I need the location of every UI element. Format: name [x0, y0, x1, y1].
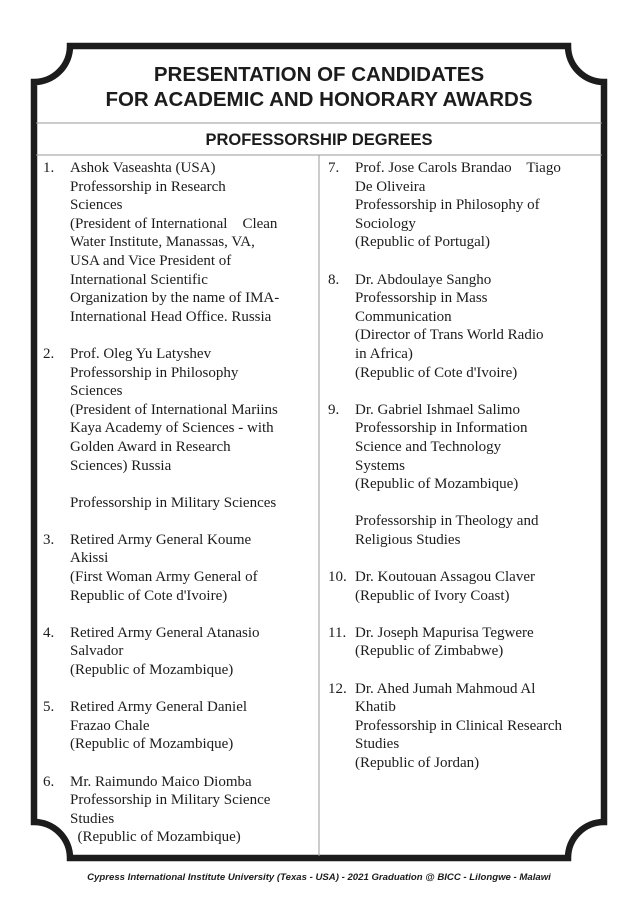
item-line: Dr. Gabriel Ishmael Salimo — [355, 401, 520, 418]
item-line: Dr. Abdoulaye Sangho — [355, 271, 492, 288]
item-line: (President of International Clean — [70, 215, 278, 232]
list-item — [43, 159, 315, 326]
item-line: Akissi — [70, 550, 109, 567]
item-line: Retired Army General Atanasio — [70, 624, 260, 641]
item-number: 11. — [328, 624, 347, 641]
item-line: Professorship in Military Sciences — [70, 494, 277, 511]
item-line: in Africa) — [355, 345, 413, 362]
item-line: Communication — [355, 308, 452, 325]
item-body — [355, 624, 596, 661]
item-line: Professorship in Information — [355, 420, 528, 437]
item-line: Retired Army General Koume — [70, 531, 252, 548]
item-body — [70, 698, 315, 754]
item-line: Kaya Academy of Sciences - with — [70, 420, 274, 437]
item-line: Professorship in Theology and — [355, 513, 539, 530]
item-line: (Republic of Ivory Coast) — [355, 587, 510, 604]
item-line: Frazao Chale — [70, 717, 150, 734]
title-line-2: FOR ACADEMIC AND HONORARY AWARDS — [105, 88, 533, 111]
left-column — [43, 159, 315, 866]
item-number: 4. — [43, 624, 55, 641]
item-line: Sociology — [355, 215, 416, 232]
item-line — [70, 475, 315, 494]
item-line: Professorship in Military Science — [70, 792, 271, 809]
list-item — [328, 680, 596, 773]
list-item — [43, 531, 315, 605]
item-number: 3. — [43, 531, 55, 548]
list-item — [328, 271, 596, 383]
list-item — [328, 401, 596, 550]
item-line: (First Woman Army General of — [70, 569, 258, 586]
item-number: 12. — [328, 680, 347, 697]
item-number: 10. — [328, 569, 347, 586]
item-line: Systems — [355, 457, 406, 474]
item-body — [70, 159, 315, 326]
item-line: International Scientific — [70, 271, 208, 288]
item-line: Sciences) Russia — [70, 457, 172, 474]
item-number: 9. — [328, 401, 340, 418]
list-item — [328, 159, 596, 252]
item-body — [70, 531, 315, 605]
title-line-1: PRESENTATION OF CANDIDATES — [153, 63, 485, 86]
item-line: Salvador — [70, 643, 124, 660]
page-title — [40, 62, 598, 112]
item-line: Professorship in Research — [70, 178, 226, 195]
section-heading: PROFESSORSHIP DEGREES — [205, 131, 433, 149]
item-line: Water Institute, Manassas, VA, — [70, 234, 255, 251]
item-line: (Republic of Jordan) — [355, 755, 480, 771]
item-body — [70, 345, 315, 512]
item-line: Khatib — [355, 699, 396, 716]
item-line: Religious Studies — [355, 531, 461, 548]
item-line: Studies — [355, 736, 400, 753]
list-item — [43, 773, 315, 847]
item-line: (Republic of Zimbabwe) — [355, 643, 504, 660]
item-line: Science and Technology — [355, 438, 502, 455]
item-body — [355, 680, 596, 773]
item-number: 8. — [328, 271, 340, 288]
item-line: Dr. Joseph Mapurisa Tegwere — [355, 624, 534, 641]
item-line: Dr. Ahed Jumah Mahmoud Al — [355, 680, 536, 697]
item-number: 7. — [328, 160, 340, 176]
item-line: Professorship in Philosophy of — [355, 197, 540, 214]
list-item — [43, 698, 315, 754]
item-line: International Head Office. Russia — [70, 308, 272, 325]
item-line: (Republic of Cote d'Ivoire) — [355, 364, 518, 381]
item-body — [355, 568, 596, 605]
item-line: Professorship in Clinical Research — [355, 717, 563, 734]
list-item — [328, 568, 596, 605]
item-line: Golden Award in Research — [70, 438, 231, 455]
item-line: Mr. Raimundo Maico Diomba — [70, 773, 252, 790]
item-body — [70, 624, 315, 680]
item-number: 2. — [43, 345, 55, 362]
item-body — [70, 773, 315, 847]
item-line: Retired Army General Daniel — [70, 699, 248, 716]
list-item — [43, 345, 315, 512]
item-line: (Republic of Mozambique) — [70, 829, 241, 846]
item-body — [355, 159, 596, 252]
page-footer: Cypress International Institute University (Texas - USA) - 2021 Graduation @ BICC - Lilongwe - Malawi — [87, 872, 551, 883]
item-line: (Republic of Mozambique) — [70, 736, 234, 753]
item-line: Professorship in Mass — [355, 290, 488, 307]
item-line: Organization by the name of IMA- — [70, 290, 280, 307]
item-line — [355, 494, 596, 513]
item-line: Sciences — [70, 383, 123, 400]
item-line: De Oliveira — [355, 178, 426, 195]
item-line: Prof. Jose Carols Brandao Tiago — [355, 160, 561, 176]
item-number: 6. — [43, 773, 55, 790]
item-line: Sciences — [70, 197, 123, 214]
item-number: 1. — [43, 160, 55, 176]
item-line: (Republic of Portugal) — [355, 234, 490, 251]
right-column — [328, 159, 596, 791]
list-item — [43, 624, 315, 680]
item-line: USA and Vice President of — [70, 252, 232, 269]
item-number: 5. — [43, 699, 55, 716]
item-body — [355, 401, 596, 550]
item-line: Prof. Oleg Yu Latyshev — [70, 345, 212, 362]
item-line: Ashok Vaseashta (USA) — [70, 160, 216, 176]
item-line: Dr. Koutouan Assagou Claver — [355, 569, 535, 586]
item-line: (President of International Mariins — [70, 401, 278, 418]
item-body — [355, 271, 596, 383]
item-line: Studies — [70, 810, 115, 827]
item-line: Professorship in Philosophy — [70, 364, 239, 381]
item-line: (Director of Trans World Radio — [355, 327, 544, 344]
list-item — [328, 624, 596, 661]
item-line: (Republic of Mozambique) — [70, 662, 234, 679]
item-line: Republic of Cote d'Ivoire) — [70, 587, 228, 604]
item-line: (Republic of Mozambique) — [355, 476, 519, 493]
